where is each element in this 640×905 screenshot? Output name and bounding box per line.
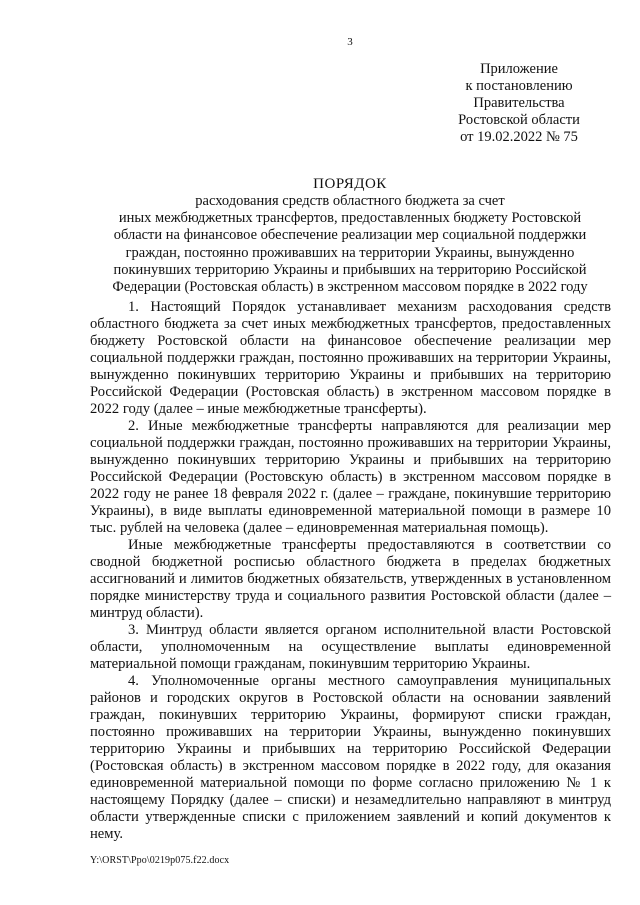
appendix-line: Правительства: [473, 95, 565, 111]
appendix-line: к постановлению: [465, 78, 573, 94]
title-sub-line: граждан, постоянно проживавших на территории Украины, вынужденно: [125, 244, 575, 261]
document-title: [85, 175, 615, 296]
paragraph-4: 4. Уполномоченные органы местного самоуправления муниципальных районов и городских округов в Ростовской области на основании заявлений граждан, покинувших территорию Украины, формируют списки граждан, постоянно проживавших на территории Украины, вынужденно покинувших территорию Украины и прибывших на территорию Российской Федерации (Ростовская область) в экстренном массовом порядке в 2022 году, для оказания единовременной материальной помощи по форме согласно приложению № 1 к настоящему Порядку (далее – списки) и незамедлительно направляют в минтруд области утвержденные списки с приложением заявлений и копий документов к нему.: [90, 673, 611, 842]
paragraph-1: 1. Настоящий Порядок устанавливает механизм расходования средств областного бюджета за счет иных межбюджетных трансфертов, предоставленных бюджету Ростовской области на финансовое обеспечение реализации мер социальной поддержки граждан, постоянно проживавших на территории Украины, вынужденно покинувших территорию Украины и прибывших на территорию Российской Федерации (Ростовская область) в экстренном массовом порядке в 2022 году (далее – иные межбюджетные трансферты).: [90, 299, 611, 417]
title-subtitle: [85, 193, 615, 296]
title-sub-line: расходования средств областного бюджета за счет: [195, 193, 505, 209]
paragraph-2: 2. Иные межбюджетные трансферты направляются для реализации мер социальной поддержки граждан, постоянно проживавших на территории Украины, вынужденно покинувших территорию Украины и прибывших на территорию Российской Федерации (Ростовскую область) в экстренном массовом порядке в 2022 году не ранее 18 февраля 2022 г. (далее – граждане, покинувшие территорию Украины), в виде выплаты единовременной материальной помощи в размере 10 тыс. рублей на человека (далее – единовременная материальная помощь).: [90, 418, 611, 536]
paragraph-2-continued: Иные межбюджетные трансферты предоставляются в соответствии со сводной бюджетной росписью областного бюджета в пределах бюджетных ассигнований и лимитов бюджетных обязательств, утвержденных в установленном порядке министерству труда и социального развития Ростовской области (далее – минтруд области).: [90, 537, 611, 621]
page-number: 3: [347, 36, 353, 48]
appendix-line: Ростовской области: [458, 112, 580, 128]
appendix-line: Приложение: [480, 61, 558, 77]
appendix-line: от 19.02.2022 № 75: [460, 129, 578, 145]
title-sub-line: иных межбюджетных трансфертов, предоставленных бюджету Ростовской: [118, 210, 582, 227]
title-sub-line: Федерации (Ростовская область) в экстренном массовом порядке в 2022 году: [112, 279, 588, 296]
title-sub-line: области на финансовое обеспечение реализации мер социальной поддержки: [113, 227, 587, 244]
appendix-header: [444, 61, 594, 146]
title-main: ПОРЯДОК: [313, 176, 387, 192]
document-body: [90, 299, 611, 843]
paragraph-3: 3. Минтруд области является органом исполнительной власти Ростовской области, уполномоченным на осуществление выплаты единовременной материальной помощи гражданам, покинувшим территорию Украины.: [90, 622, 611, 672]
file-path-footer: Y:\ORST\Ppo\0219p075.f22.docx: [90, 855, 230, 866]
title-sub-line: покинувших территорию Украины и прибывших на территорию Российской: [113, 261, 587, 278]
